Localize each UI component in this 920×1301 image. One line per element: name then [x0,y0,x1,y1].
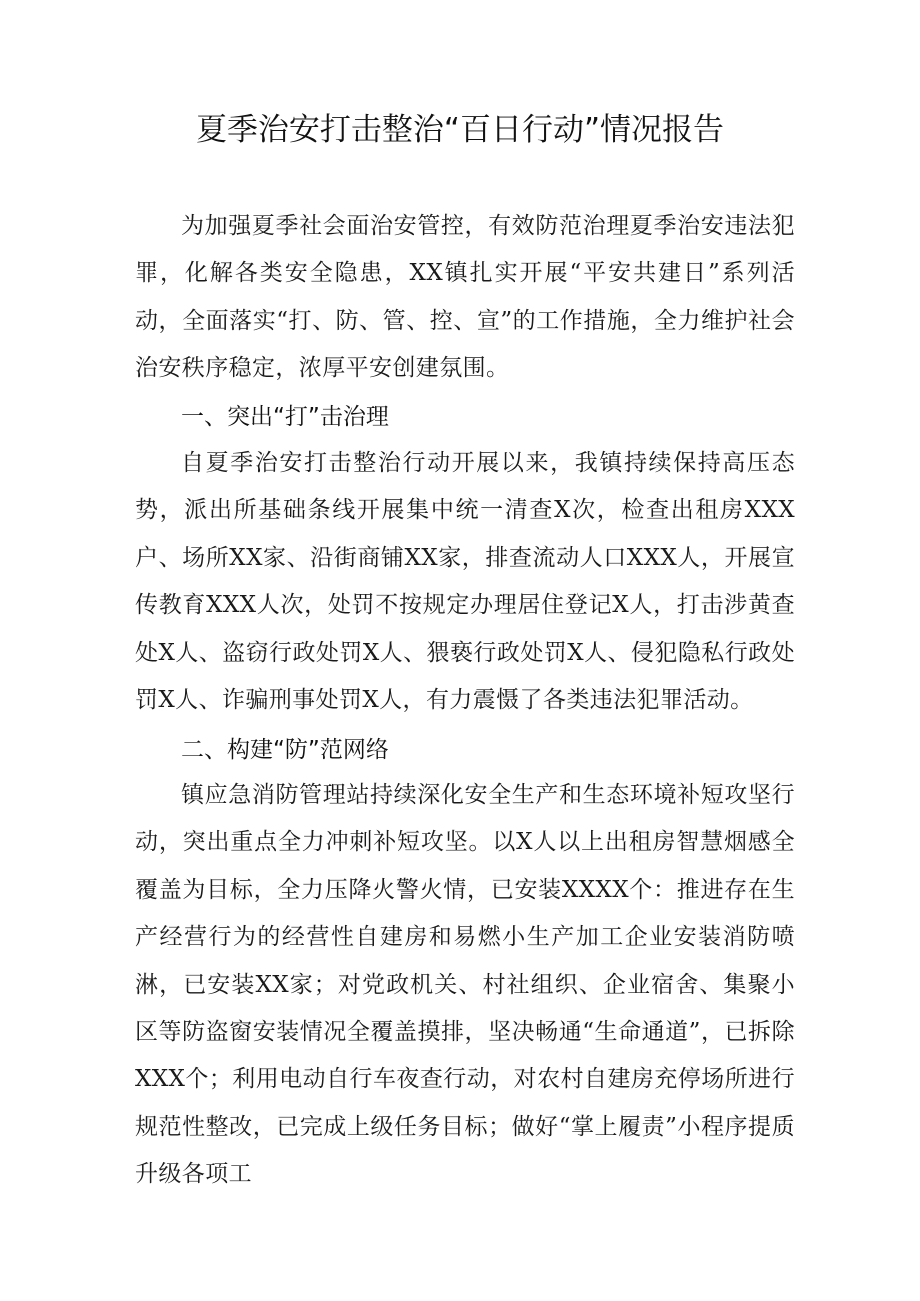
section-paragraph-strike: 自夏季治安打击整治行动开展以来，我镇持续保持高压态势，派出所基础条线开展集中统一清查X次，检查出租房XXX户、场所XX家、沿街商铺XX家，排查流动人口XXX人，开展宣传教育XXX人次，处罚不按规定办理居住登记X人，打击涉黄查处X人、盗窃行政处罚X人、猥亵行政处罚X人、侵犯隐私行政处罚X人、诈骗刑事处罚X人，有力震慑了各类违法犯罪活动。 [135,450,795,714]
section-heading-prevention: 二、构建“防”范网络 [181,737,389,763]
intro-paragraph: 为加强夏季社会面治安管控，有效防范治理夏季治安违法犯罪，化解各类安全隐患，XX镇扎实开展“平安共建日”系列活动，全面落实“打、防、管、控、宣”的工作措施，全力维护社会治安秩序稳定，浓厚平安创建氛围。 [135,213,795,382]
section-paragraph-prevention: 镇应急消防管理站持续深化安全生产和生态环境补短攻坚行动，突出重点全力冲刺补短攻坚。以X人以上出租房智慧烟感全覆盖为目标，全力压降火警火情，已安装XXXX个：推进存在生产经营行为的经营性自建房和易燃小生产加工企业安装消防喷淋，已安装XX家；对党政机关、村社组织、企业宿舍、集聚小区等防盗窗安装情况全覆盖摸排，坚决畅通“生命通道”，已拆除XXX个；利用电动自行车夜查行动，对农村自建房充停场所进行规范性整改，已完成上级任务目标；做好“掌上履责”小程序提质升级各项工 [135,782,795,1188]
document-title: 夏季治安打击整治“百日行动”情况报告 [195,112,725,148]
section-heading-strike: 一、突出“打”击治理 [181,404,389,430]
